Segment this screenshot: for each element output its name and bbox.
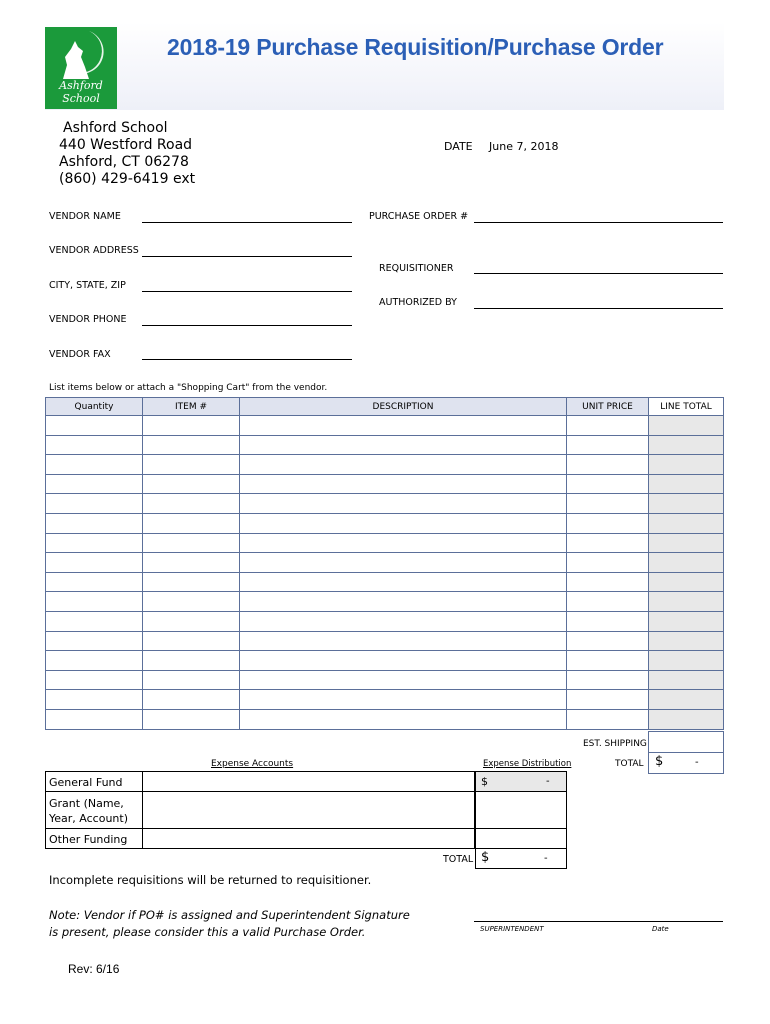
superintendent-label: SUPERINTENDENT xyxy=(480,925,544,933)
item-number-cell[interactable] xyxy=(143,435,240,455)
line-total-cell xyxy=(649,651,724,671)
general-fund-currency: $ xyxy=(481,775,488,788)
vendor-fax-field[interactable] xyxy=(142,359,352,360)
item-number-cell[interactable] xyxy=(143,416,240,436)
line-total-cell xyxy=(649,690,724,710)
table-row xyxy=(46,416,724,436)
vendor-phone-label: VENDOR PHONE xyxy=(49,314,127,325)
item-number-cell[interactable] xyxy=(143,474,240,494)
city-state-zip-field[interactable] xyxy=(142,291,352,292)
other-funding-cell xyxy=(45,828,143,849)
authorized-by-label: AUTHORIZED BY xyxy=(379,297,457,308)
unit-price-cell[interactable] xyxy=(567,533,649,553)
line-total-cell xyxy=(649,455,724,475)
unit-price-cell[interactable] xyxy=(567,709,649,729)
table-row xyxy=(46,572,724,592)
est-shipping-label: EST. SHIPPING xyxy=(583,739,647,749)
vendor-address-field[interactable] xyxy=(142,256,352,257)
school-phone: (860) 429-6419 ext xyxy=(59,171,196,187)
general-fund-label: General Fund xyxy=(49,776,123,789)
quantity-cell[interactable] xyxy=(46,435,143,455)
vendor-name-label: VENDOR NAME xyxy=(49,211,121,222)
table-row xyxy=(46,513,724,533)
description-cell[interactable] xyxy=(240,494,567,514)
total-field xyxy=(648,752,724,774)
unit-price-cell[interactable] xyxy=(567,572,649,592)
items-header-row xyxy=(46,398,724,416)
line-total-cell xyxy=(649,592,724,612)
table-row xyxy=(46,709,724,729)
description-cell[interactable] xyxy=(240,690,567,710)
superintendent-signature-field[interactable] xyxy=(474,921,723,922)
city-state-zip-label: CITY, STATE, ZIP xyxy=(49,280,126,291)
school-name: Ashford School xyxy=(63,120,168,136)
description-cell[interactable] xyxy=(240,474,567,494)
grant-label-line1: Grant (Name, xyxy=(49,797,124,810)
item-number-cell[interactable] xyxy=(143,631,240,651)
item-number-cell[interactable] xyxy=(143,533,240,553)
item-number-cell[interactable] xyxy=(143,651,240,671)
unit-price-cell[interactable] xyxy=(567,631,649,651)
unit-price-cell[interactable] xyxy=(567,494,649,514)
col-unit-price: UNIT PRICE xyxy=(567,398,649,416)
grant-label-line2: Year, Account) xyxy=(49,812,128,825)
general-fund-cell xyxy=(45,771,143,792)
po-note-line1: Note: Vendor if PO# is assigned and Superintendent Signature xyxy=(49,908,410,922)
other-funding-label: Other Funding xyxy=(49,833,128,846)
general-fund-amount xyxy=(475,771,567,792)
other-funding-account-field[interactable] xyxy=(142,828,475,849)
table-row xyxy=(46,651,724,671)
col-line-total: LINE TOTAL xyxy=(649,398,724,416)
quantity-cell[interactable] xyxy=(46,670,143,690)
quantity-cell[interactable] xyxy=(46,709,143,729)
total-currency: $ xyxy=(655,754,664,769)
revision-label: Rev: 6/16 xyxy=(68,962,120,976)
line-total-cell xyxy=(649,533,724,553)
item-number-cell[interactable] xyxy=(143,494,240,514)
quantity-cell[interactable] xyxy=(46,553,143,573)
item-number-cell[interactable] xyxy=(143,572,240,592)
quantity-cell[interactable] xyxy=(46,494,143,514)
table-row xyxy=(46,611,724,631)
requisitioner-label: REQUISITIONER xyxy=(379,263,454,274)
quantity-cell[interactable] xyxy=(46,474,143,494)
general-fund-value: - xyxy=(546,776,550,787)
items-table xyxy=(45,397,724,730)
item-number-cell[interactable] xyxy=(143,611,240,631)
line-total-cell xyxy=(649,435,724,455)
line-total-cell xyxy=(649,611,724,631)
description-cell[interactable] xyxy=(240,533,567,553)
description-cell[interactable] xyxy=(240,416,567,436)
table-row xyxy=(46,533,724,553)
items-note: List items below or attach a "Shopping Cart" from the vendor. xyxy=(49,383,328,393)
table-row xyxy=(46,474,724,494)
vendor-address-label: VENDOR ADDRESS xyxy=(49,245,139,256)
date-value[interactable]: June 7, 2018 xyxy=(489,140,559,153)
table-row xyxy=(46,435,724,455)
line-total-cell xyxy=(649,474,724,494)
description-cell[interactable] xyxy=(240,631,567,651)
item-number-cell[interactable] xyxy=(143,455,240,475)
description-cell[interactable] xyxy=(240,651,567,671)
unit-price-cell[interactable] xyxy=(567,670,649,690)
unit-price-cell[interactable] xyxy=(567,474,649,494)
unit-price-cell[interactable] xyxy=(567,651,649,671)
line-total-cell xyxy=(649,553,724,573)
line-total-cell xyxy=(649,572,724,592)
unit-price-cell[interactable] xyxy=(567,435,649,455)
date-label: DATE xyxy=(444,140,473,153)
expense-total-currency: $ xyxy=(481,850,490,865)
item-number-cell[interactable] xyxy=(143,709,240,729)
item-number-cell[interactable] xyxy=(143,690,240,710)
item-number-cell[interactable] xyxy=(143,513,240,533)
table-row xyxy=(46,690,724,710)
description-cell[interactable] xyxy=(240,435,567,455)
expense-total-label: TOTAL xyxy=(443,854,474,865)
school-city: Ashford, CT 06278 xyxy=(59,154,189,170)
description-cell[interactable] xyxy=(240,572,567,592)
quantity-cell[interactable] xyxy=(46,592,143,612)
logo-text-school: School xyxy=(62,92,100,105)
expense-distribution-header: Expense Distribution xyxy=(483,759,572,769)
purchase-order-label: PURCHASE ORDER # xyxy=(369,211,469,222)
logo-text-ashford: Ashford xyxy=(59,79,103,92)
purchase-order-field[interactable] xyxy=(474,222,723,223)
col-description: DESCRIPTION xyxy=(240,398,567,416)
line-total-cell xyxy=(649,631,724,651)
table-row xyxy=(46,455,724,475)
unit-price-cell[interactable] xyxy=(567,455,649,475)
line-total-cell xyxy=(649,513,724,533)
est-shipping-field[interactable] xyxy=(648,731,724,753)
expense-total-field xyxy=(475,848,567,869)
unit-price-cell[interactable] xyxy=(567,611,649,631)
general-fund-account-field[interactable] xyxy=(142,771,475,792)
quantity-cell[interactable] xyxy=(46,631,143,651)
col-item-number: ITEM # xyxy=(143,398,240,416)
wolf-moon-icon xyxy=(45,27,117,85)
unit-price-cell[interactable] xyxy=(567,416,649,436)
description-cell[interactable] xyxy=(240,455,567,475)
vendor-phone-field[interactable] xyxy=(142,325,352,326)
table-row xyxy=(46,494,724,514)
po-note-line2: is present, please consider this a valid Purchase Order. xyxy=(49,925,366,939)
description-cell[interactable] xyxy=(240,611,567,631)
table-row xyxy=(46,631,724,651)
quantity-cell[interactable] xyxy=(46,513,143,533)
line-total-cell xyxy=(649,670,724,690)
grant-cell xyxy=(45,791,143,829)
item-number-cell[interactable] xyxy=(143,553,240,573)
unit-price-cell[interactable] xyxy=(567,592,649,612)
grant-amount-field[interactable] xyxy=(475,791,567,829)
incomplete-note: Incomplete requisitions will be returned to requisitioner. xyxy=(49,873,372,887)
quantity-cell[interactable] xyxy=(46,455,143,475)
authorized-by-field[interactable] xyxy=(474,308,723,309)
quantity-cell[interactable] xyxy=(46,651,143,671)
vendor-name-field[interactable] xyxy=(142,222,352,223)
table-row xyxy=(46,553,724,573)
expense-accounts-header: Expense Accounts xyxy=(211,759,294,769)
item-number-cell[interactable] xyxy=(143,670,240,690)
description-cell[interactable] xyxy=(240,553,567,573)
line-total-cell xyxy=(649,494,724,514)
quantity-cell[interactable] xyxy=(46,416,143,436)
page-title: 2018-19 Purchase Requisition/Purchase Order xyxy=(167,34,664,60)
other-funding-amount-field[interactable] xyxy=(475,828,567,849)
line-total-cell xyxy=(649,416,724,436)
quantity-cell[interactable] xyxy=(46,690,143,710)
school-street: 440 Westford Road xyxy=(59,137,193,153)
unit-price-cell[interactable] xyxy=(567,553,649,573)
unit-price-cell[interactable] xyxy=(567,513,649,533)
description-cell[interactable] xyxy=(240,513,567,533)
school-logo xyxy=(45,27,117,109)
line-total-cell xyxy=(649,709,724,729)
description-cell[interactable] xyxy=(240,709,567,729)
grant-account-field[interactable] xyxy=(142,791,475,829)
table-row xyxy=(46,592,724,612)
table-row xyxy=(46,670,724,690)
quantity-cell[interactable] xyxy=(46,533,143,553)
total-label: TOTAL xyxy=(615,759,644,769)
col-quantity: Quantity xyxy=(46,398,143,416)
item-number-cell[interactable] xyxy=(143,592,240,612)
unit-price-cell[interactable] xyxy=(567,690,649,710)
description-cell[interactable] xyxy=(240,592,567,612)
signature-date-label: Date xyxy=(652,925,669,933)
requisitioner-field[interactable] xyxy=(474,273,723,274)
description-cell[interactable] xyxy=(240,670,567,690)
total-value: - xyxy=(695,757,699,768)
expense-total-value: - xyxy=(544,853,548,864)
quantity-cell[interactable] xyxy=(46,611,143,631)
quantity-cell[interactable] xyxy=(46,572,143,592)
vendor-fax-label: VENDOR FAX xyxy=(49,349,111,360)
